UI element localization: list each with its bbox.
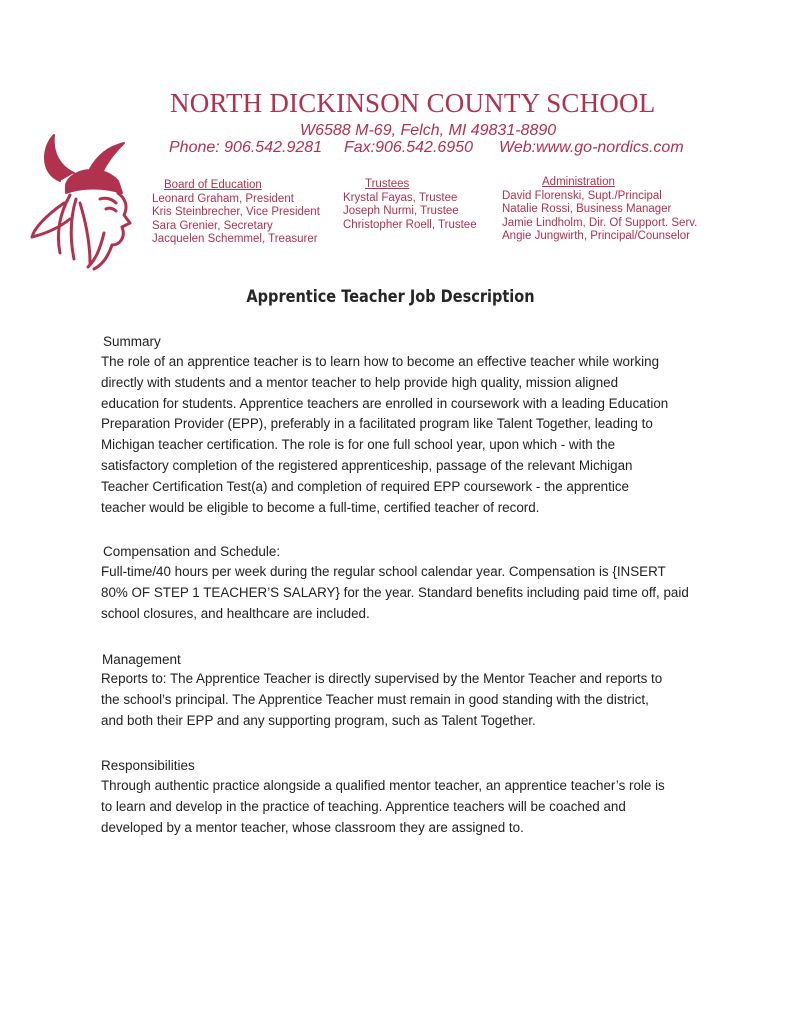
body-line: the school’s principal. The Apprentice Teacher must remain in good standing with the district,	[101, 691, 649, 707]
administrator: David Florenski, Supt./Principal	[502, 189, 662, 202]
body-line: school closures, and healthcare are included.	[101, 605, 370, 621]
trustees-heading: Trustees	[365, 178, 410, 190]
trustees-list	[343, 178, 477, 232]
section-heading-compensation: Compensation and Schedule:	[103, 544, 281, 559]
administrator: Jamie Lindholm, Dir. Of Support. Serv.	[502, 216, 698, 229]
school-name: NORTH DICKINSON COUNTY SCHOOL	[170, 88, 656, 118]
trustee: Joseph Nurmi, Trustee	[343, 205, 459, 217]
section-body-responsibilities	[101, 776, 701, 838]
trustee: Christopher Roell, Trustee	[343, 218, 477, 231]
body-line: teacher would be eligible to become a full-time, certified teacher of record.	[101, 499, 540, 515]
administration-list	[502, 176, 697, 244]
fax-number: Fax:906.542.6950	[344, 139, 473, 156]
document-title: Apprentice Teacher Job Description	[246, 287, 535, 306]
body-line: Reports to: The Apprentice Teacher is directly supervised by the Mentor Teacher and reports to	[101, 671, 663, 686]
board-member: Kris Steinbrecher, Vice President	[152, 206, 320, 218]
body-line: education for students. Apprentice teachers are enrolled in coursework with a leading Education	[101, 395, 669, 411]
section-body-compensation	[101, 562, 701, 624]
body-line: 80% OF STEP 1 TEACHER’S SALARY} for the year. Standard benefits including paid time off, paid	[101, 584, 689, 600]
phone-number: Phone: 906.542.9281	[169, 139, 323, 156]
body-line: satisfactory completion of the registered apprenticeship, passage of the relevant Michigan	[101, 457, 633, 473]
body-line: directly with students and a mentor teacher to help provide high quality, mission aligned	[101, 374, 619, 390]
viking-mascot-icon	[30, 133, 140, 273]
body-line: and both their EPP and any supporting program, such as Talent Together.	[101, 712, 536, 728]
administrator: Angie Jungwirth, Principal/Counselor	[502, 230, 690, 242]
section-heading-responsibilities: Responsibilities	[101, 758, 195, 773]
section-heading-management: Management	[102, 652, 181, 667]
board-member: Sara Grenier, Secretary	[152, 219, 273, 232]
administration-heading: Administration	[542, 176, 615, 188]
body-line: The role of an apprentice teacher is to learn how to become an effective teacher while working	[101, 354, 660, 369]
body-line: Full-time/40 hours per week during the regular school calendar year. Compensation is {INSERT	[101, 564, 666, 579]
body-line: to learn and develop in the practice of teaching. Apprentice teachers will be coached and	[101, 798, 626, 814]
administrator: Natalie Rossi, Business Manager	[502, 203, 672, 215]
board-member: Jacquelen Schemmel, Treasurer	[152, 233, 318, 245]
body-line: Michigan teacher certification. The role is for one full school year, upon which - with the	[101, 437, 616, 453]
body-line: Preparation Provider (EPP), preferably in a facilitated program like Talent Together, leading to	[101, 416, 653, 432]
school-address: W6588 M-69, Felch, MI 49831-8890	[300, 122, 557, 139]
section-body-management	[101, 669, 701, 731]
body-line: Through authentic practice alongside a qualified mentor teacher, an apprentice teacher’s role is	[101, 778, 665, 793]
board-of-education-list	[152, 179, 320, 247]
section-body-summary	[101, 352, 701, 518]
website: Web:www.go-nordics.com	[499, 139, 684, 156]
body-line: Teacher Certification Test(a) and completion of required EPP coursework - the apprentice	[101, 478, 629, 494]
board-member: Leonard Graham, President	[152, 192, 294, 205]
body-line: developed by a mentor teacher, whose classroom they are assigned to.	[101, 819, 524, 835]
section-heading-summary: Summary	[103, 334, 161, 349]
board-heading: Board of Education	[164, 179, 262, 191]
trustee: Krystal Fayas, Trustee	[343, 191, 458, 204]
